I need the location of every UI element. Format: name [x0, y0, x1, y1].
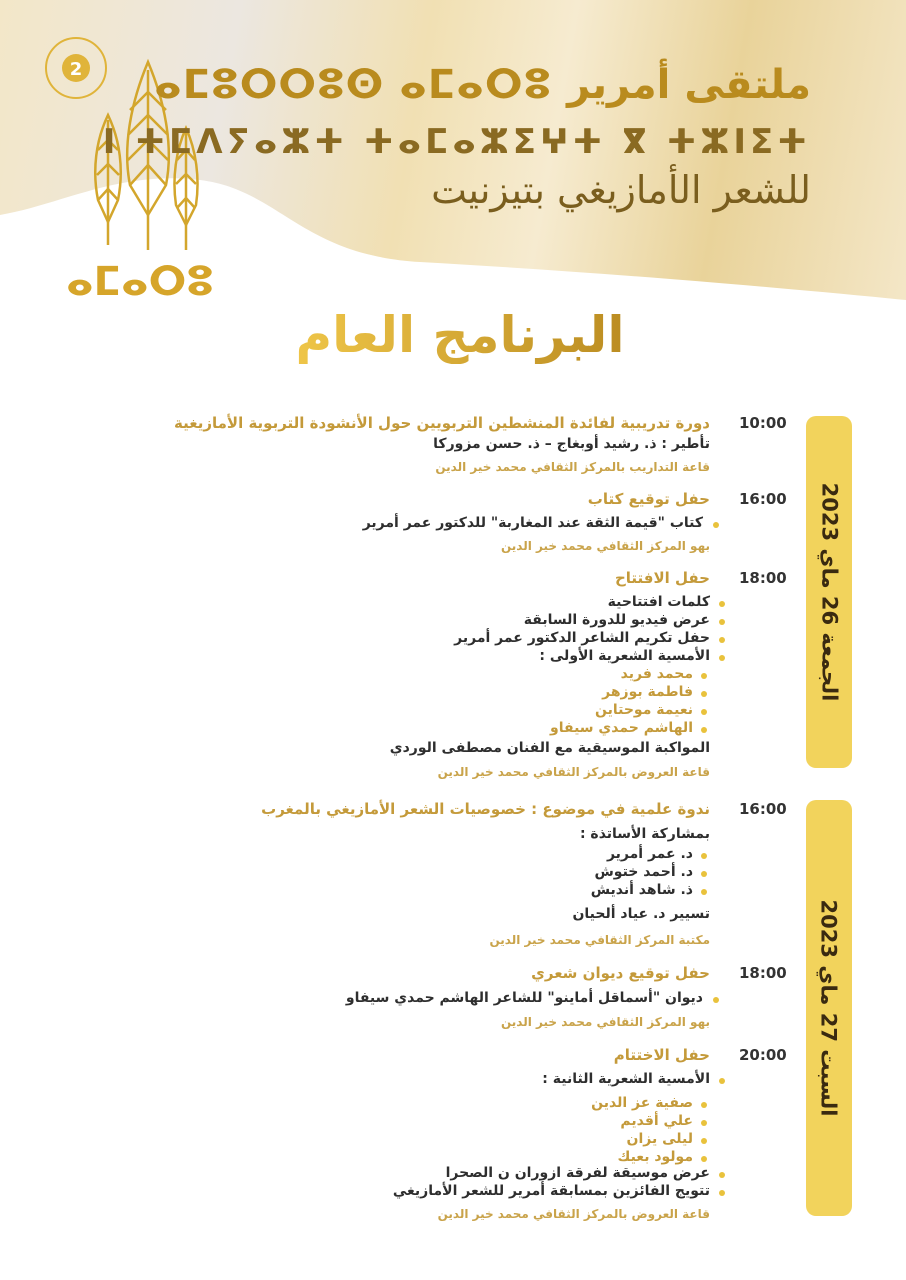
session-venue: قاعة العروض بالمركز الثقافي محمد خير الدين	[437, 1207, 710, 1221]
day2-label: السبت 27 ماي 2023	[817, 899, 841, 1117]
list-item: الأمسية الشعرية الثانية :	[542, 1071, 710, 1087]
bullet	[701, 673, 707, 679]
svg-text:2: 2	[69, 59, 83, 80]
session-title: دورة تدريبية لفائدة المنشطين التربويين حول الأنشودة التربوية الأمازيغية	[174, 414, 710, 432]
svg-text:ⴰⵎⴰⵔⵓ: ⴰⵎⴰⵔⵓ	[66, 259, 214, 305]
poet-name: صفية عز الدين	[591, 1095, 693, 1111]
session-time: 16:00	[739, 490, 787, 508]
day1-label: الجمعة 26 ماي 2023	[817, 482, 841, 702]
page-title: البرنامج العام	[280, 306, 640, 364]
session-title: ندوة علمية في موضوع : خصوصيات الشعر الأمازيغي بالمغرب	[261, 800, 710, 818]
bullet	[713, 522, 719, 528]
music-line: المواكبة الموسيقية مع الفنان مصطفى الوردي	[389, 740, 710, 756]
poet-name: علي أقديم	[620, 1113, 693, 1129]
day1-bar	[806, 416, 852, 768]
day2-bar	[806, 800, 852, 1216]
bullet	[719, 1190, 725, 1196]
list-item: عرض موسيقة لفرقة ازوران ن الصحرا	[445, 1165, 710, 1181]
bullet	[719, 655, 725, 661]
header-title-line3: للشعر الأمازيغي بتيزنيت	[431, 168, 811, 212]
poet-name: الهاشم حمدي سيفاو	[550, 720, 693, 736]
session-time: 18:00	[739, 569, 787, 587]
bullet	[701, 853, 707, 859]
bullet	[701, 1138, 707, 1144]
speaker-name: ذ. شاهد أنديش	[590, 882, 693, 898]
bullet	[701, 871, 707, 877]
session-title: حفل الاختتام	[613, 1046, 710, 1064]
bullet	[701, 1120, 707, 1126]
bullet	[701, 727, 707, 733]
session-subtitle: بمشاركة الأساتذة :	[579, 826, 710, 842]
session-title: حفل توقيع ديوان شعري	[531, 964, 710, 982]
session-venue: قاعة التداريب بالمركز الثقافي محمد خير الدين	[435, 460, 710, 474]
speaker-name: د. عمر أمرير	[606, 846, 693, 862]
session-time: 20:00	[739, 1046, 787, 1064]
header-title-line1: ⴰⵎⵓⵔⵔⵓⵙ ⴰⵎⴰⵔⵓ ملتقى أمرير	[154, 62, 811, 108]
session-venue: بهو المركز الثقافي محمد خير الدين	[501, 539, 710, 553]
list-item: الأمسية الشعرية الأولى :	[539, 648, 710, 664]
session-time: 16:00	[739, 800, 787, 818]
feather-logo	[0, 0, 260, 330]
header-title-line2: ⵏ ⵜⵎⴷⵢⴰⵣⵜ ⵜⴰⵎⴰⵣⵉⵖⵜ ⴳ ⵜⵣⵏⵉⵜ	[102, 122, 811, 162]
session-subtitle: تأطير : ذ. رشيد أوبغاج – ذ. حسن مزوركا	[433, 436, 710, 452]
list-item: ديوان "أسماقل أماينو" للشاعر الهاشم حمدي سيفاو	[345, 990, 703, 1006]
session-title: حفل توقيع كتاب	[587, 490, 710, 508]
header-banner	[0, 0, 906, 330]
list-item: كتاب "قيمة الثقة عند المغاربة" للدكتور عمر أمرير	[362, 515, 703, 531]
session-venue: قاعة العروض بالمركز الثقافي محمد خير الدين	[437, 765, 710, 779]
bullet	[701, 1156, 707, 1162]
poet-name: مولود بعيك	[617, 1149, 693, 1165]
session-title: حفل الافتتاح	[614, 569, 710, 587]
session-venue: بهو المركز الثقافي محمد خير الدين	[501, 1015, 710, 1029]
poet-name: فاطمة بوزهر	[602, 684, 693, 700]
bullet	[719, 1172, 725, 1178]
list-item: حفل تكريم الشاعر الدكتور عمر أمرير	[454, 630, 710, 646]
bullet	[701, 889, 707, 895]
list-item: عرض فيديو للدورة السابقة	[523, 612, 710, 628]
list-item: تتويج الفائزين بمسابقة أمرير للشعر الأمازيغي	[392, 1183, 710, 1199]
bullet	[719, 1078, 725, 1084]
poet-name: محمد فريد	[620, 666, 693, 682]
bullet	[701, 709, 707, 715]
poet-name: ليلى يزان	[626, 1131, 693, 1147]
bullet	[719, 601, 725, 607]
moderator-line: تسيير د. عياد ألحيان	[572, 906, 710, 922]
speaker-name: د. أحمد ختوش	[594, 864, 693, 880]
bullet	[713, 997, 719, 1003]
bullet	[701, 1102, 707, 1108]
bullet	[719, 619, 725, 625]
session-time: 18:00	[739, 964, 787, 982]
bullet	[719, 637, 725, 643]
list-item: كلمات افتتاحية	[607, 594, 710, 610]
session-venue: مكتبة المركز الثقافي محمد خير الدين	[489, 933, 710, 947]
bullet	[701, 691, 707, 697]
poet-name: نعيمة موحتاين	[595, 702, 693, 718]
session-time: 10:00	[739, 414, 787, 432]
